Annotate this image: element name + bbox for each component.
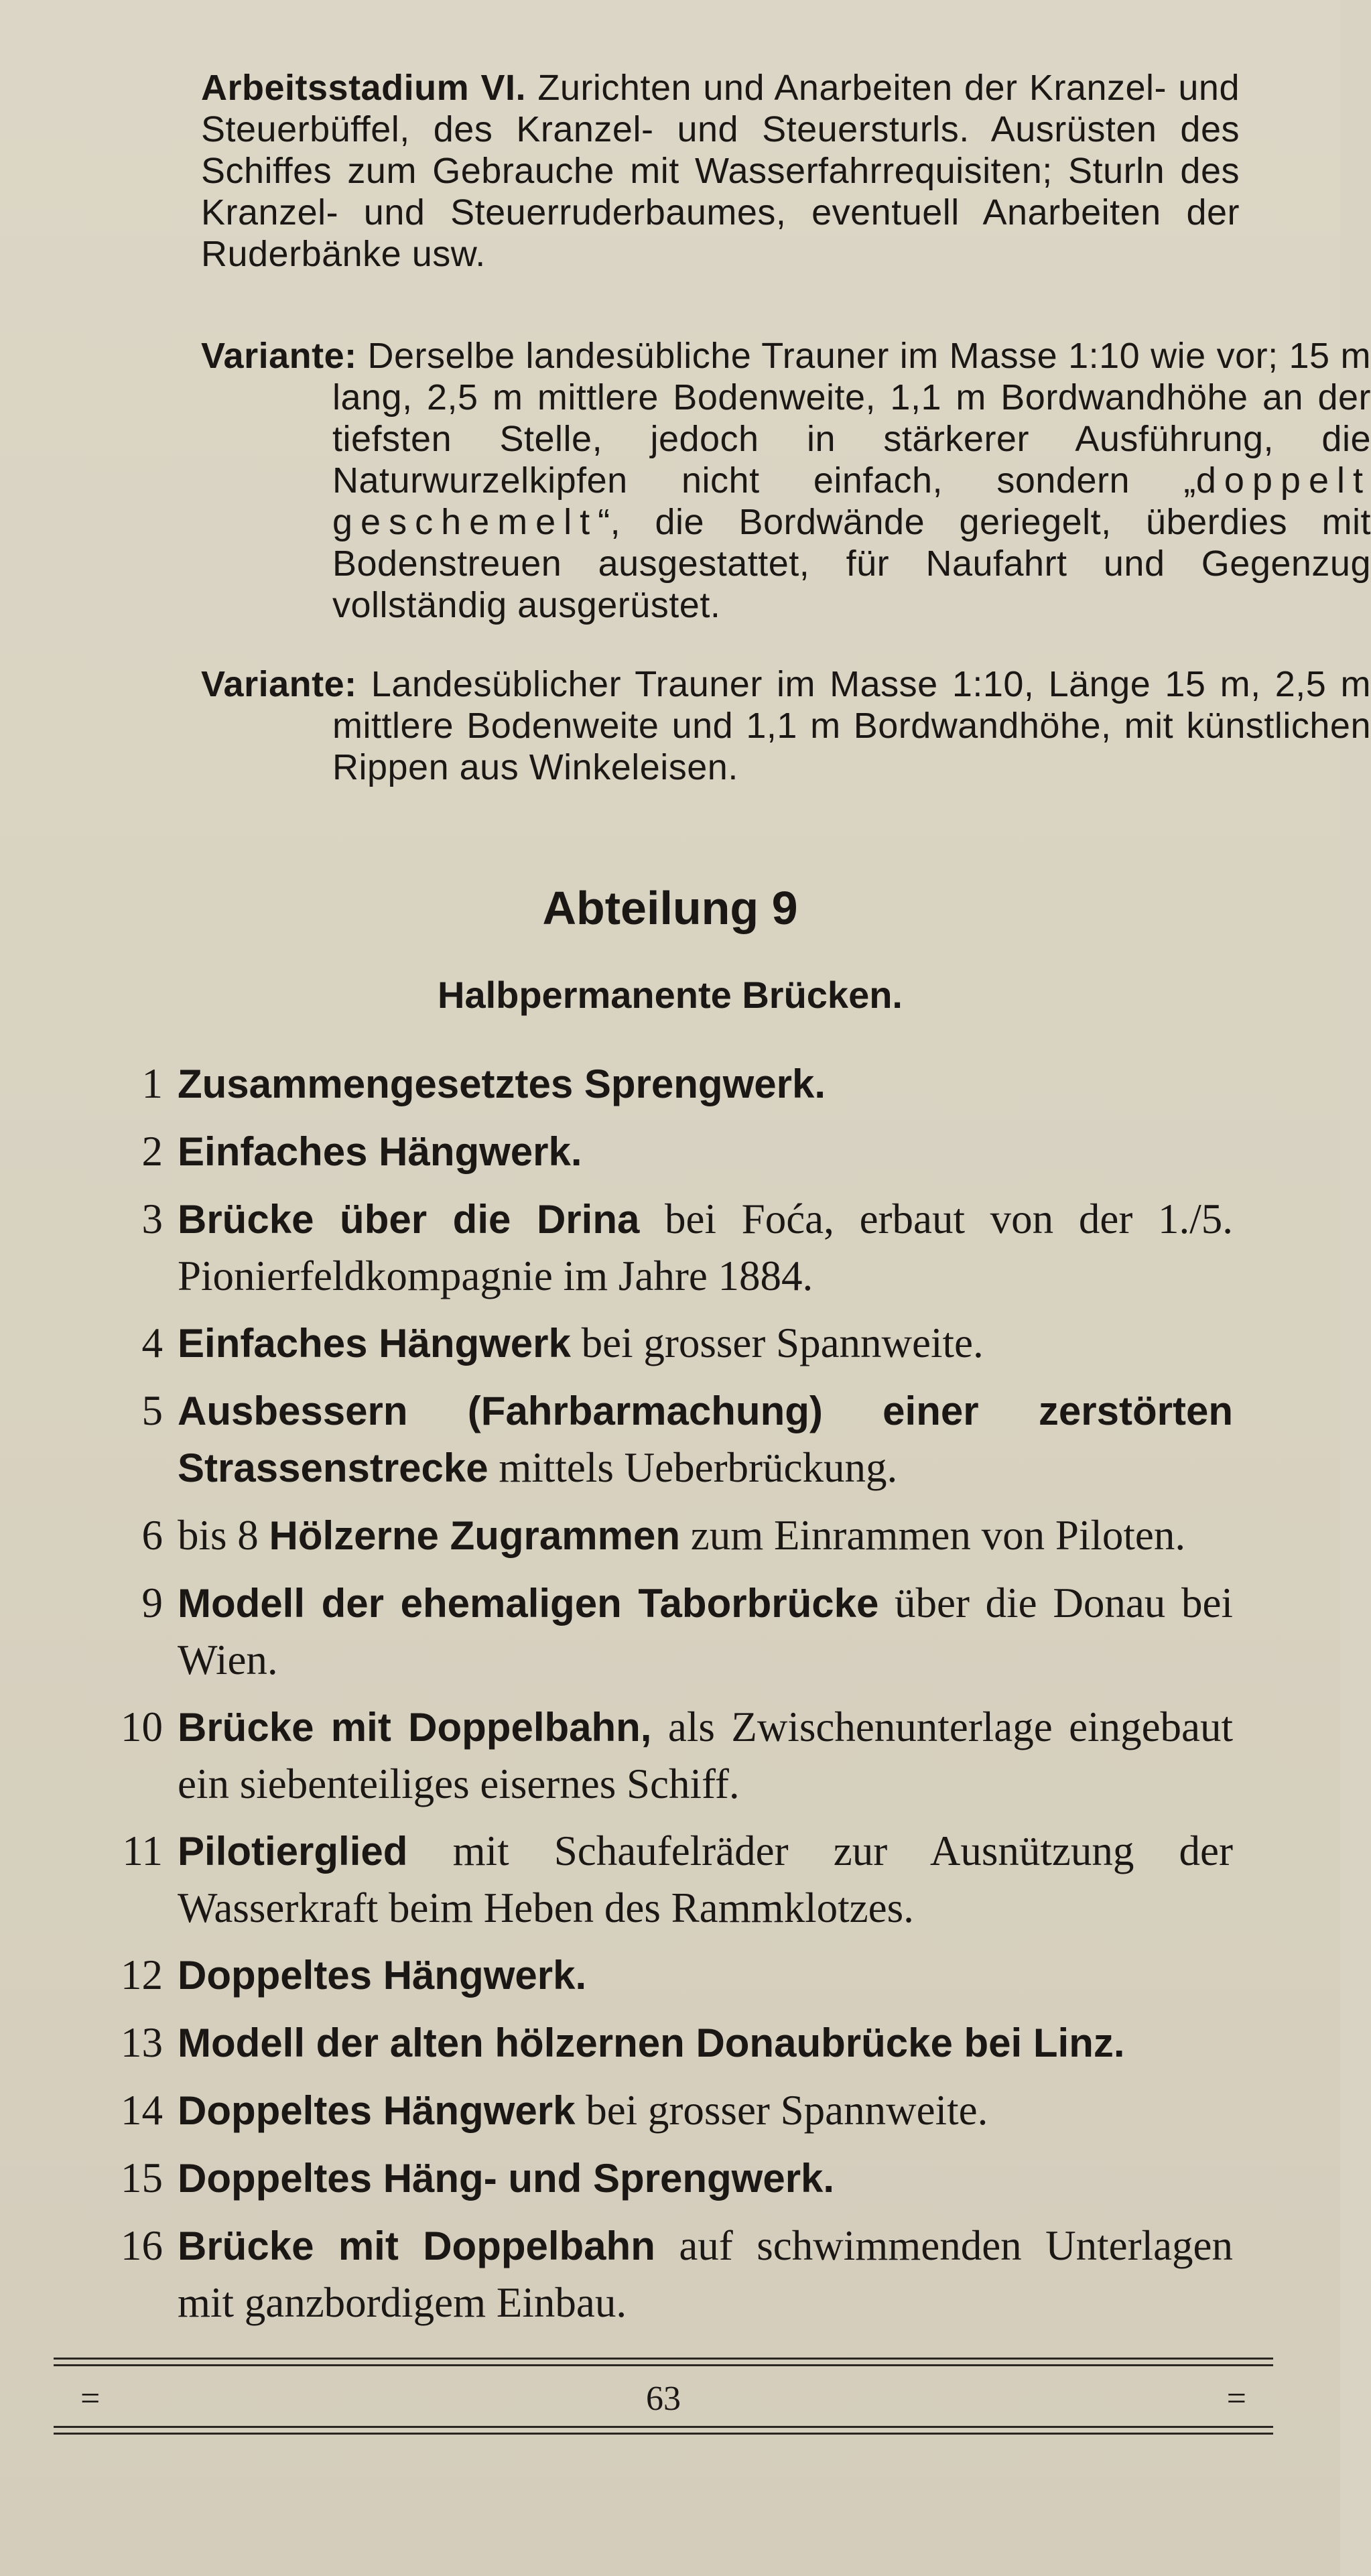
list-item — [94, 2082, 1233, 2139]
work-stage-paragraph — [201, 67, 1240, 275]
item-title: Doppeltes Hängwerk — [178, 2088, 576, 2133]
list-item — [94, 1123, 1233, 1180]
item-number: 9 — [141, 1580, 163, 1626]
item-number: 14 — [121, 2087, 163, 2134]
item-description: bei grosser Spannweite. — [575, 2087, 988, 2134]
work-stage-text: Zurichten und Anarbeiten der Kranzel- und Steuerbüffel, des Kranzel- und Steuersturls. Ausrüsten des Schiffes zum Gebrauche mit Wasserfahrrequisiten; Sturln des Kranzel- und Steuerruderbaumes, eventuell Anarbeiten der Ruderbänke usw. — [201, 68, 1240, 274]
section-subtitle: Halbpermanente Brücken. — [438, 974, 903, 1016]
item-description: bei grosser Spannweite. — [570, 1319, 984, 1366]
variant-text-part-2: “, die Bordwände geriegelt, überdies mit Bodenstreuen ausgestattet, für Naufahrt und Gegenzug vollständig ausgerüstet. — [332, 502, 1371, 625]
list-item — [94, 1055, 1233, 1112]
item-number: 4 — [141, 1319, 163, 1366]
footer-rule-bottom-inner — [54, 2426, 1273, 2428]
item-description: zum Einrammen von Piloten. — [679, 1512, 1186, 1559]
footer-rule-top-inner — [54, 2364, 1273, 2366]
page-number: 63 — [646, 2380, 681, 2418]
item-title: Einfaches Hängwerk — [178, 1321, 571, 1366]
footer-rule-top — [54, 2358, 1273, 2360]
item-number: 5 — [141, 1387, 163, 1434]
list-item — [94, 1947, 1233, 2004]
item-title: Modell der ehemaligen Taborbrücke — [178, 1581, 879, 1626]
item-title: Brücke mit Doppelbahn, — [178, 1705, 652, 1750]
list-item — [94, 2014, 1233, 2071]
item-description: mit Schaufelräder zur Ausnützung der Wasserkraft beim Heben des Rammklotzes. — [178, 1827, 1233, 1931]
item-description: über die Donau bei Wien. — [178, 1580, 1233, 1683]
item-number: 12 — [121, 1951, 163, 1998]
item-title: Pilotierglied — [178, 1829, 408, 1874]
footer-ornament-right: = — [1226, 2380, 1246, 2418]
variant-text: Landesüblicher Trauner im Masse 1:10, Länge 15 m, 2,5 m mittlere Bodenweite und 1,1 m Bordwandhöhe, mit künstlichen Rippen aus Winkeleisen. — [332, 664, 1371, 787]
list-item — [94, 1507, 1233, 1564]
list-item — [94, 1191, 1233, 1304]
list-item — [94, 1315, 1233, 1372]
item-title: Einfaches Hängwerk. — [178, 1129, 582, 1174]
variant-paragraph-1 — [201, 335, 1371, 626]
variant-label: Variante: — [201, 664, 357, 704]
item-range-prefix: bis 8 — [178, 1512, 269, 1559]
variant-label: Variante: — [201, 336, 357, 376]
section-title: Abteilung 9 — [542, 882, 798, 934]
item-title: Doppeltes Hängwerk. — [178, 1953, 587, 1998]
item-number: 6 — [141, 1512, 163, 1559]
variant-paragraph-2 — [201, 663, 1371, 788]
item-title: Zusammengesetztes Sprengwerk. — [178, 1061, 826, 1106]
variant-spaced-text: doppelt geschemelt — [332, 460, 1371, 542]
item-number: 3 — [141, 1196, 163, 1242]
footer-ornament-left: = — [80, 2380, 101, 2418]
item-title: Ausbessern (Fahrbarmachung) einer zerstörten Strassenstrecke — [178, 1389, 1233, 1490]
exhibit-list — [94, 1055, 1233, 2341]
list-item — [94, 2150, 1233, 2207]
footer-rule-bottom — [54, 2433, 1273, 2435]
item-number: 11 — [122, 1827, 163, 1874]
item-number: 13 — [121, 2019, 163, 2066]
page-footer — [54, 2376, 1273, 2423]
item-number: 1 — [141, 1060, 163, 1107]
item-number: 10 — [121, 1703, 163, 1750]
item-description: bei Foća, erbaut von der 1./5. Pionierfeldkompagnie im Jahre 1884. — [178, 1196, 1233, 1299]
item-number: 2 — [141, 1128, 163, 1175]
work-stage-label: Arbeitsstadium VI. — [201, 68, 526, 108]
list-item — [94, 1699, 1233, 1812]
item-title: Brücke über die Drina — [178, 1197, 640, 1242]
item-description: als Zwischenunterlage eingebaut ein siebenteiliges eisernes Schiff. — [178, 1703, 1233, 1807]
item-title: Brücke mit Doppelbahn — [178, 2224, 655, 2268]
list-item — [94, 1382, 1233, 1496]
variant-text-part-1: Derselbe landesübliche Trauner im Masse 1:10 wie vor; 15 m lang, 2,5 m mittlere Bodenweite, 1,1 m Bordwandhöhe an der tiefsten Stelle, jedoch in stärkerer Ausführung, die Naturwurzelkipfen nicht einfach, sondern „ — [332, 336, 1371, 501]
list-item — [94, 2217, 1233, 2331]
item-title: Modell der alten hölzernen Donaubrücke bei Linz. — [178, 2020, 1125, 2065]
item-description: auf schwimmenden Unterlagen mit ganzbordigem Einbau. — [178, 2222, 1233, 2326]
item-number: 15 — [121, 2154, 163, 2201]
item-title: Hölzerne Zugrammen — [269, 1513, 680, 1558]
item-title: Doppeltes Häng- und Sprengwerk. — [178, 2156, 835, 2201]
list-item — [94, 1575, 1233, 1688]
item-description: mittels Ueberbrückung. — [488, 1444, 898, 1491]
item-number: 16 — [121, 2222, 163, 2269]
list-item — [94, 1823, 1233, 1936]
